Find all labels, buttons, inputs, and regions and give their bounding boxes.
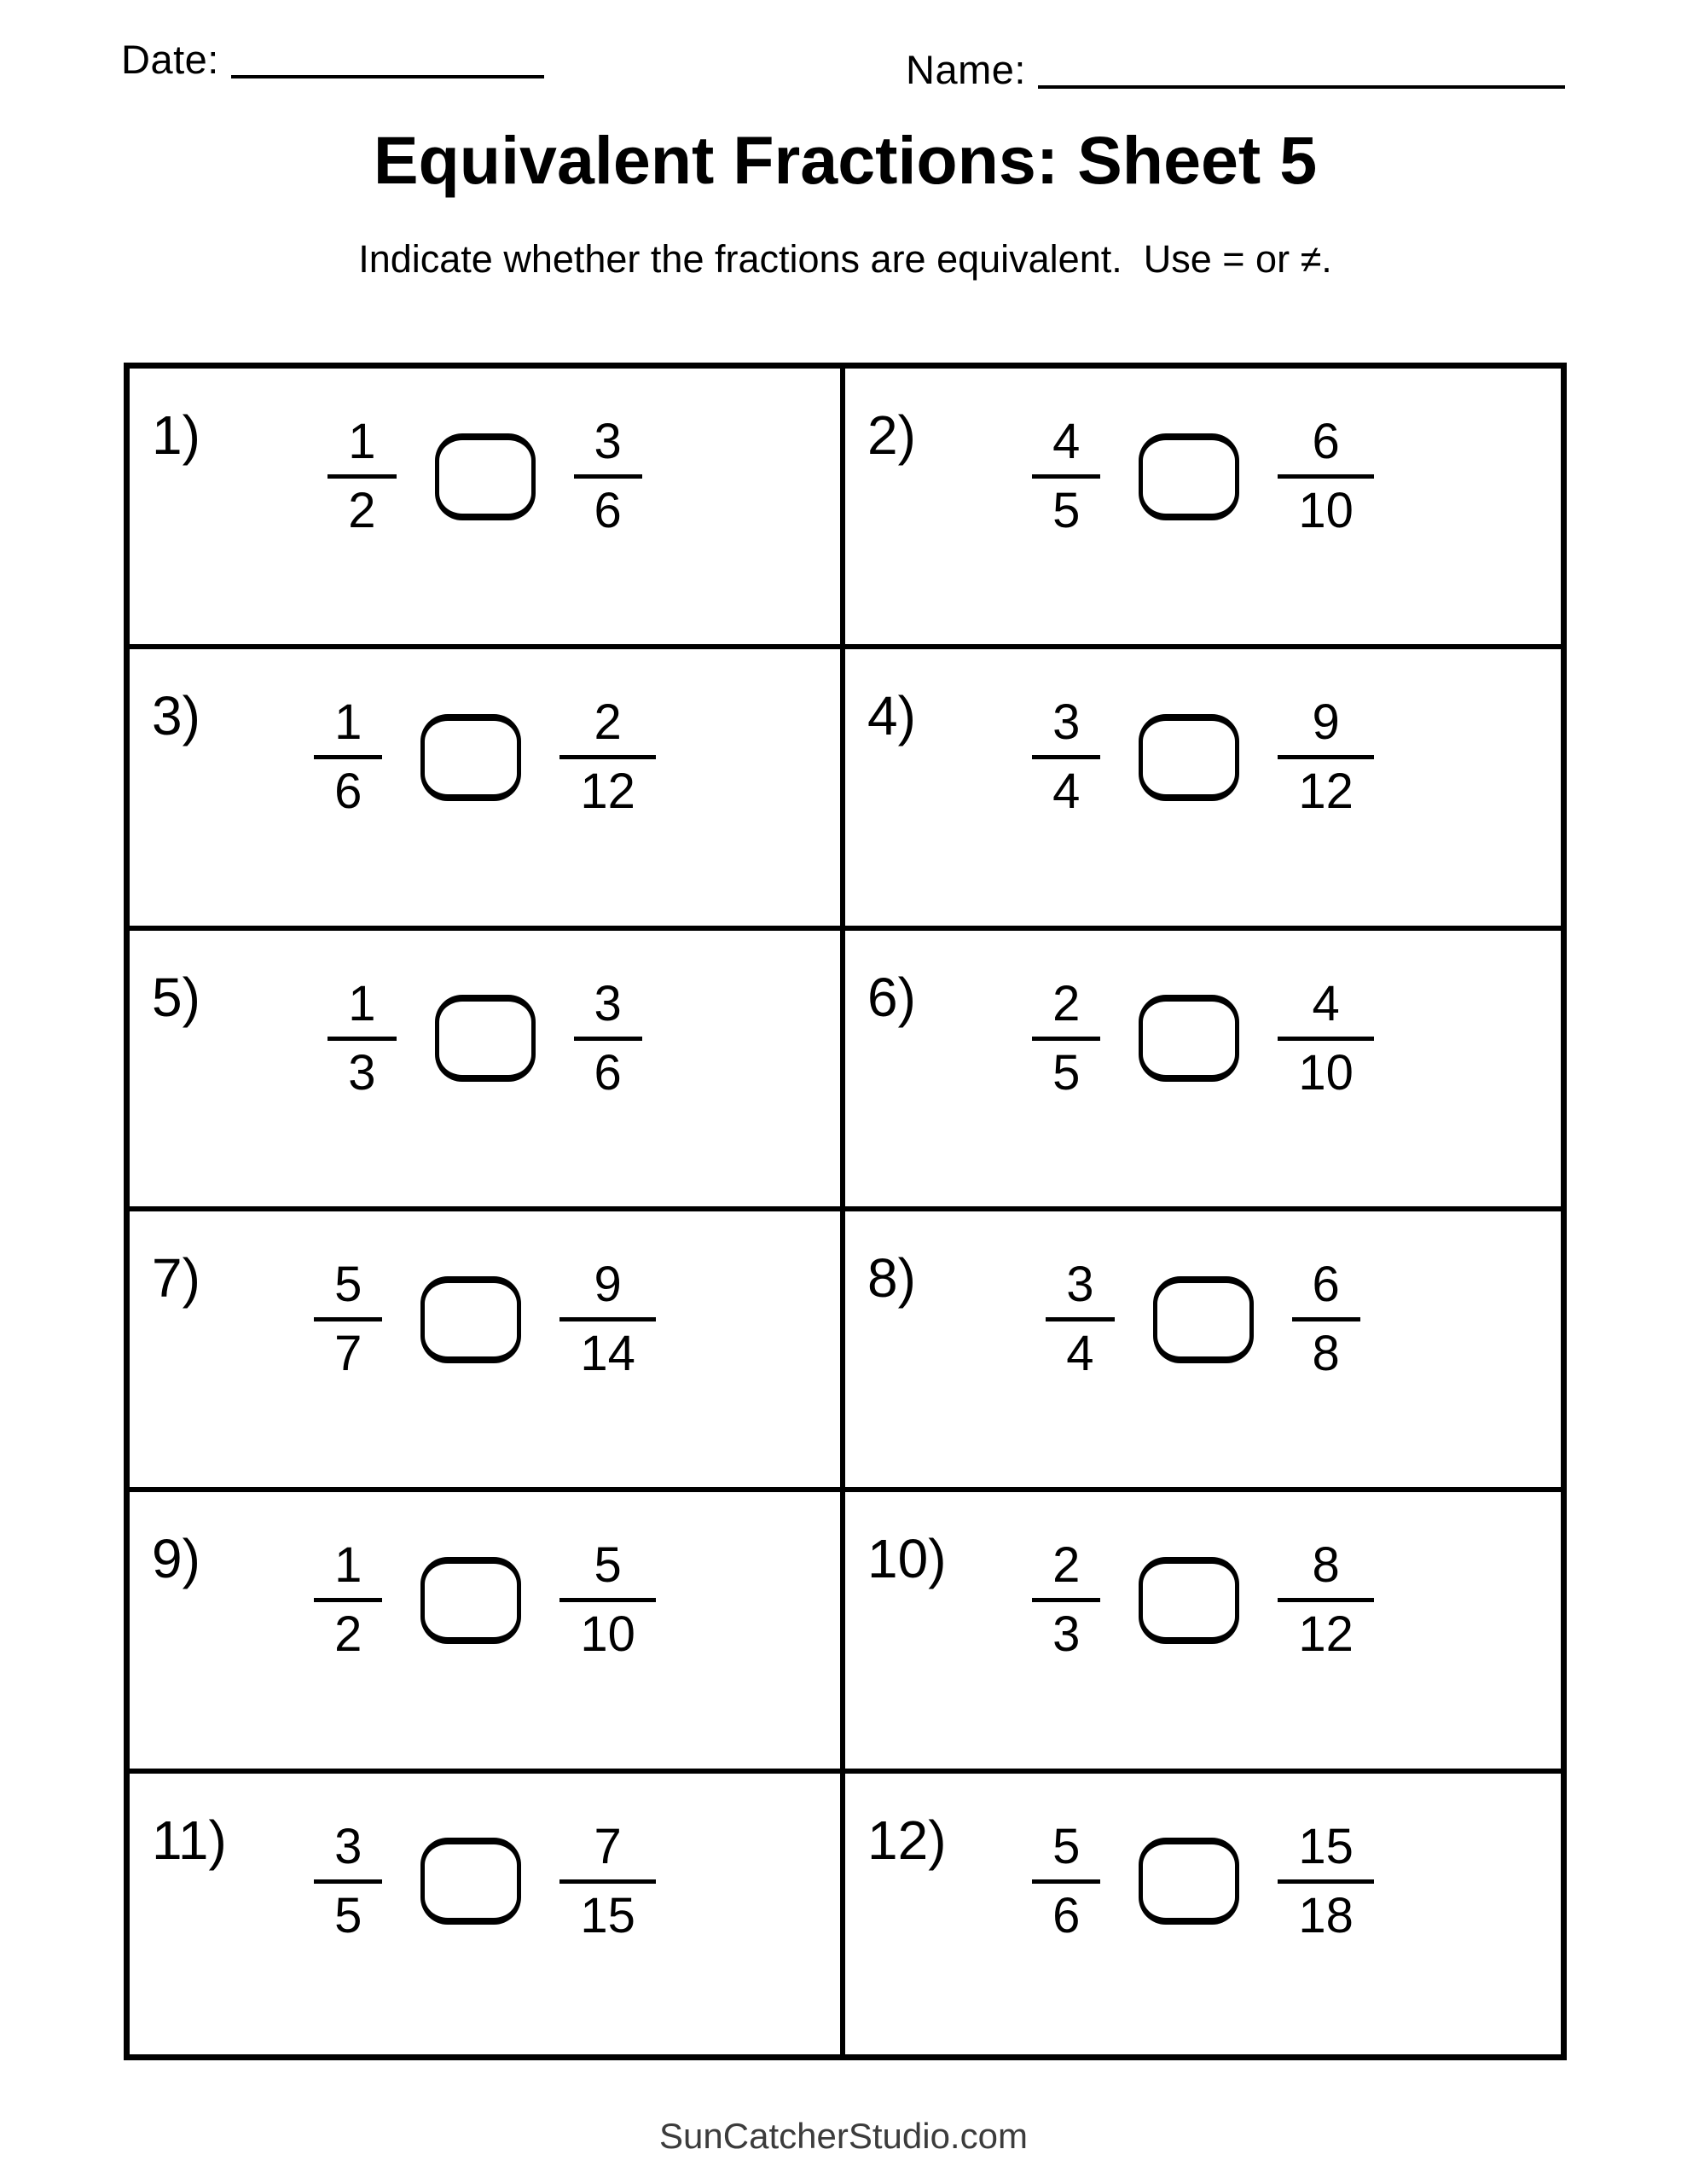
denominator: 12: [1298, 764, 1354, 820]
fraction-bar: [1046, 1317, 1114, 1321]
denominator: 6: [1052, 1887, 1081, 1943]
right-fraction: [1278, 694, 1374, 820]
denominator: 3: [348, 1044, 376, 1101]
fraction-bar: [1278, 1598, 1374, 1602]
answer-box[interactable]: [435, 995, 536, 1082]
numerator: 4: [1312, 975, 1340, 1031]
numerator: 3: [1066, 1257, 1094, 1312]
numerator: 3: [594, 975, 622, 1031]
problem-cell: [845, 931, 1561, 1211]
problem-cell: [130, 369, 845, 649]
problem-body: [130, 1818, 840, 1943]
fraction-bar: [559, 755, 656, 759]
fraction-bar: [574, 1037, 642, 1041]
answer-box[interactable]: [435, 433, 536, 520]
numerator: 1: [348, 414, 376, 469]
answer-box[interactable]: [1139, 1557, 1239, 1644]
numerator: 6: [1312, 414, 1340, 469]
denominator: 2: [348, 483, 376, 538]
problems-grid: [124, 363, 1567, 2060]
left-fraction: [314, 694, 382, 820]
problem-body: [130, 975, 840, 1101]
problem-cell: [130, 1211, 845, 1492]
name-label: Name:: [906, 47, 1026, 92]
right-fraction: [1278, 1537, 1374, 1663]
fraction-bar: [314, 1879, 382, 1884]
denominator: 4: [1066, 1326, 1094, 1381]
fraction-bar: [1292, 1317, 1360, 1321]
right-fraction: [1292, 1257, 1360, 1381]
numerator: 7: [594, 1818, 622, 1874]
problem-body: [845, 1818, 1561, 1943]
problem-body: [845, 1257, 1561, 1381]
footer-credit: SunCatcherStudio.com: [659, 2116, 1028, 2156]
problem-number: 12): [867, 1809, 947, 1871]
denominator: 5: [1052, 483, 1081, 538]
numerator: 1: [348, 975, 376, 1031]
numerator: 15: [1298, 1818, 1354, 1874]
left-fraction: [1032, 1818, 1100, 1943]
numerator: 1: [334, 1537, 362, 1594]
problem-cell: [130, 1774, 845, 2054]
problem-cell: [130, 1492, 845, 1773]
fraction-bar: [1278, 474, 1374, 479]
name-field-group: [906, 48, 1565, 92]
problem-cell: [130, 649, 845, 930]
fraction-bar: [328, 1037, 396, 1041]
fraction-bar: [1032, 1879, 1100, 1884]
problem-body: [130, 1257, 840, 1381]
answer-box[interactable]: [1139, 714, 1239, 801]
denominator: 7: [334, 1326, 362, 1381]
left-fraction: [314, 1257, 382, 1381]
right-fraction: [559, 694, 656, 820]
page-title: Equivalent Fractions: Sheet 5: [373, 122, 1318, 198]
denominator: 8: [1312, 1326, 1340, 1381]
numerator: 3: [334, 1818, 362, 1874]
fraction-bar: [314, 1598, 382, 1602]
left-fraction: [1032, 975, 1100, 1101]
name-blank-line[interactable]: [1038, 85, 1565, 89]
numerator: 9: [1312, 694, 1340, 751]
numerator: 6: [1312, 1257, 1340, 1312]
denominator: 6: [334, 764, 362, 820]
answer-box[interactable]: [1153, 1276, 1254, 1363]
problem-cell: [845, 369, 1561, 649]
problem-number: 4): [867, 685, 916, 747]
right-fraction: [559, 1537, 656, 1663]
numerator: 4: [1052, 414, 1081, 469]
answer-box[interactable]: [420, 1557, 521, 1644]
denominator: 6: [594, 483, 622, 538]
right-fraction: [1278, 1818, 1374, 1943]
answer-box[interactable]: [1139, 995, 1239, 1082]
right-fraction: [574, 414, 642, 538]
denominator: 3: [1052, 1606, 1081, 1663]
denominator: 10: [1298, 483, 1354, 538]
answer-box[interactable]: [420, 1276, 521, 1363]
date-field-group: [121, 38, 544, 82]
fraction-bar: [559, 1317, 656, 1321]
problem-number: 6): [867, 966, 916, 1028]
numerator: 5: [1052, 1818, 1081, 1874]
right-fraction: [559, 1257, 656, 1381]
fraction-bar: [1032, 1598, 1100, 1602]
left-fraction: [314, 1818, 382, 1943]
problem-body: [130, 1537, 840, 1663]
problem-cell: [845, 649, 1561, 930]
left-fraction: [1032, 414, 1100, 538]
date-label: Date:: [121, 37, 219, 82]
right-fraction: [559, 1818, 656, 1943]
denominator: 6: [594, 1044, 622, 1101]
problem-number: 11): [152, 1809, 227, 1871]
fraction-bar: [559, 1879, 656, 1884]
numerator: 8: [1312, 1537, 1340, 1594]
numerator: 1: [334, 694, 362, 751]
numerator: 2: [1052, 1537, 1081, 1594]
fraction-bar: [314, 1317, 382, 1321]
date-blank-line[interactable]: [231, 75, 544, 78]
numerator: 5: [594, 1537, 622, 1594]
problem-body: [845, 694, 1561, 820]
fraction-bar: [1278, 1879, 1374, 1884]
fraction-bar: [1032, 755, 1100, 759]
problem-body: [845, 975, 1561, 1101]
problem-body: [845, 414, 1561, 538]
left-fraction: [1032, 694, 1100, 820]
fraction-bar: [1278, 755, 1374, 759]
problem-cell: [845, 1211, 1561, 1492]
right-fraction: [1278, 414, 1374, 538]
problem-number: 2): [867, 404, 916, 466]
fraction-bar: [1278, 1037, 1374, 1041]
answer-box[interactable]: [420, 714, 521, 801]
denominator: 15: [580, 1887, 635, 1943]
denominator: 5: [334, 1887, 362, 1943]
answer-box[interactable]: [1139, 1838, 1239, 1925]
problem-number: 10): [867, 1528, 947, 1590]
problem-number: 3): [152, 685, 200, 747]
numerator: 2: [1052, 975, 1081, 1031]
problem-body: [845, 1537, 1561, 1663]
denominator: 2: [334, 1606, 362, 1663]
numerator: 3: [594, 414, 622, 469]
denominator: 18: [1298, 1887, 1354, 1943]
problem-number: 9): [152, 1528, 200, 1590]
left-fraction: [328, 414, 396, 538]
numerator: 5: [334, 1257, 362, 1312]
problem-number: 1): [152, 404, 200, 466]
fraction-bar: [1032, 474, 1100, 479]
problem-cell: [845, 1492, 1561, 1773]
denominator: 14: [580, 1326, 635, 1381]
problem-cell: [130, 931, 845, 1211]
numerator: 3: [1052, 694, 1081, 751]
left-fraction: [328, 975, 396, 1101]
denominator: 10: [1298, 1044, 1354, 1101]
denominator: 12: [580, 764, 635, 820]
numerator: 2: [594, 694, 622, 751]
fraction-bar: [1032, 1037, 1100, 1041]
fraction-bar: [314, 755, 382, 759]
problem-number: 8): [867, 1247, 916, 1309]
answer-box[interactable]: [1139, 433, 1239, 520]
right-fraction: [1278, 975, 1374, 1101]
denominator: 5: [1052, 1044, 1081, 1101]
answer-box[interactable]: [420, 1838, 521, 1925]
right-fraction: [574, 975, 642, 1101]
fraction-bar: [574, 474, 642, 479]
left-fraction: [314, 1537, 382, 1663]
denominator: 4: [1052, 764, 1081, 820]
problem-body: [130, 694, 840, 820]
problem-number: 5): [152, 966, 200, 1028]
left-fraction: [1032, 1537, 1100, 1663]
problem-number: 7): [152, 1247, 200, 1309]
fraction-bar: [559, 1598, 656, 1602]
denominator: 12: [1298, 1606, 1354, 1663]
left-fraction: [1046, 1257, 1114, 1381]
problem-body: [130, 414, 840, 538]
fraction-bar: [328, 474, 396, 479]
instructions-text: Indicate whether the fractions are equivalent. Use = or ≠.: [358, 237, 1332, 281]
numerator: 9: [594, 1257, 622, 1312]
problem-cell: [845, 1774, 1561, 2054]
denominator: 10: [580, 1606, 635, 1663]
